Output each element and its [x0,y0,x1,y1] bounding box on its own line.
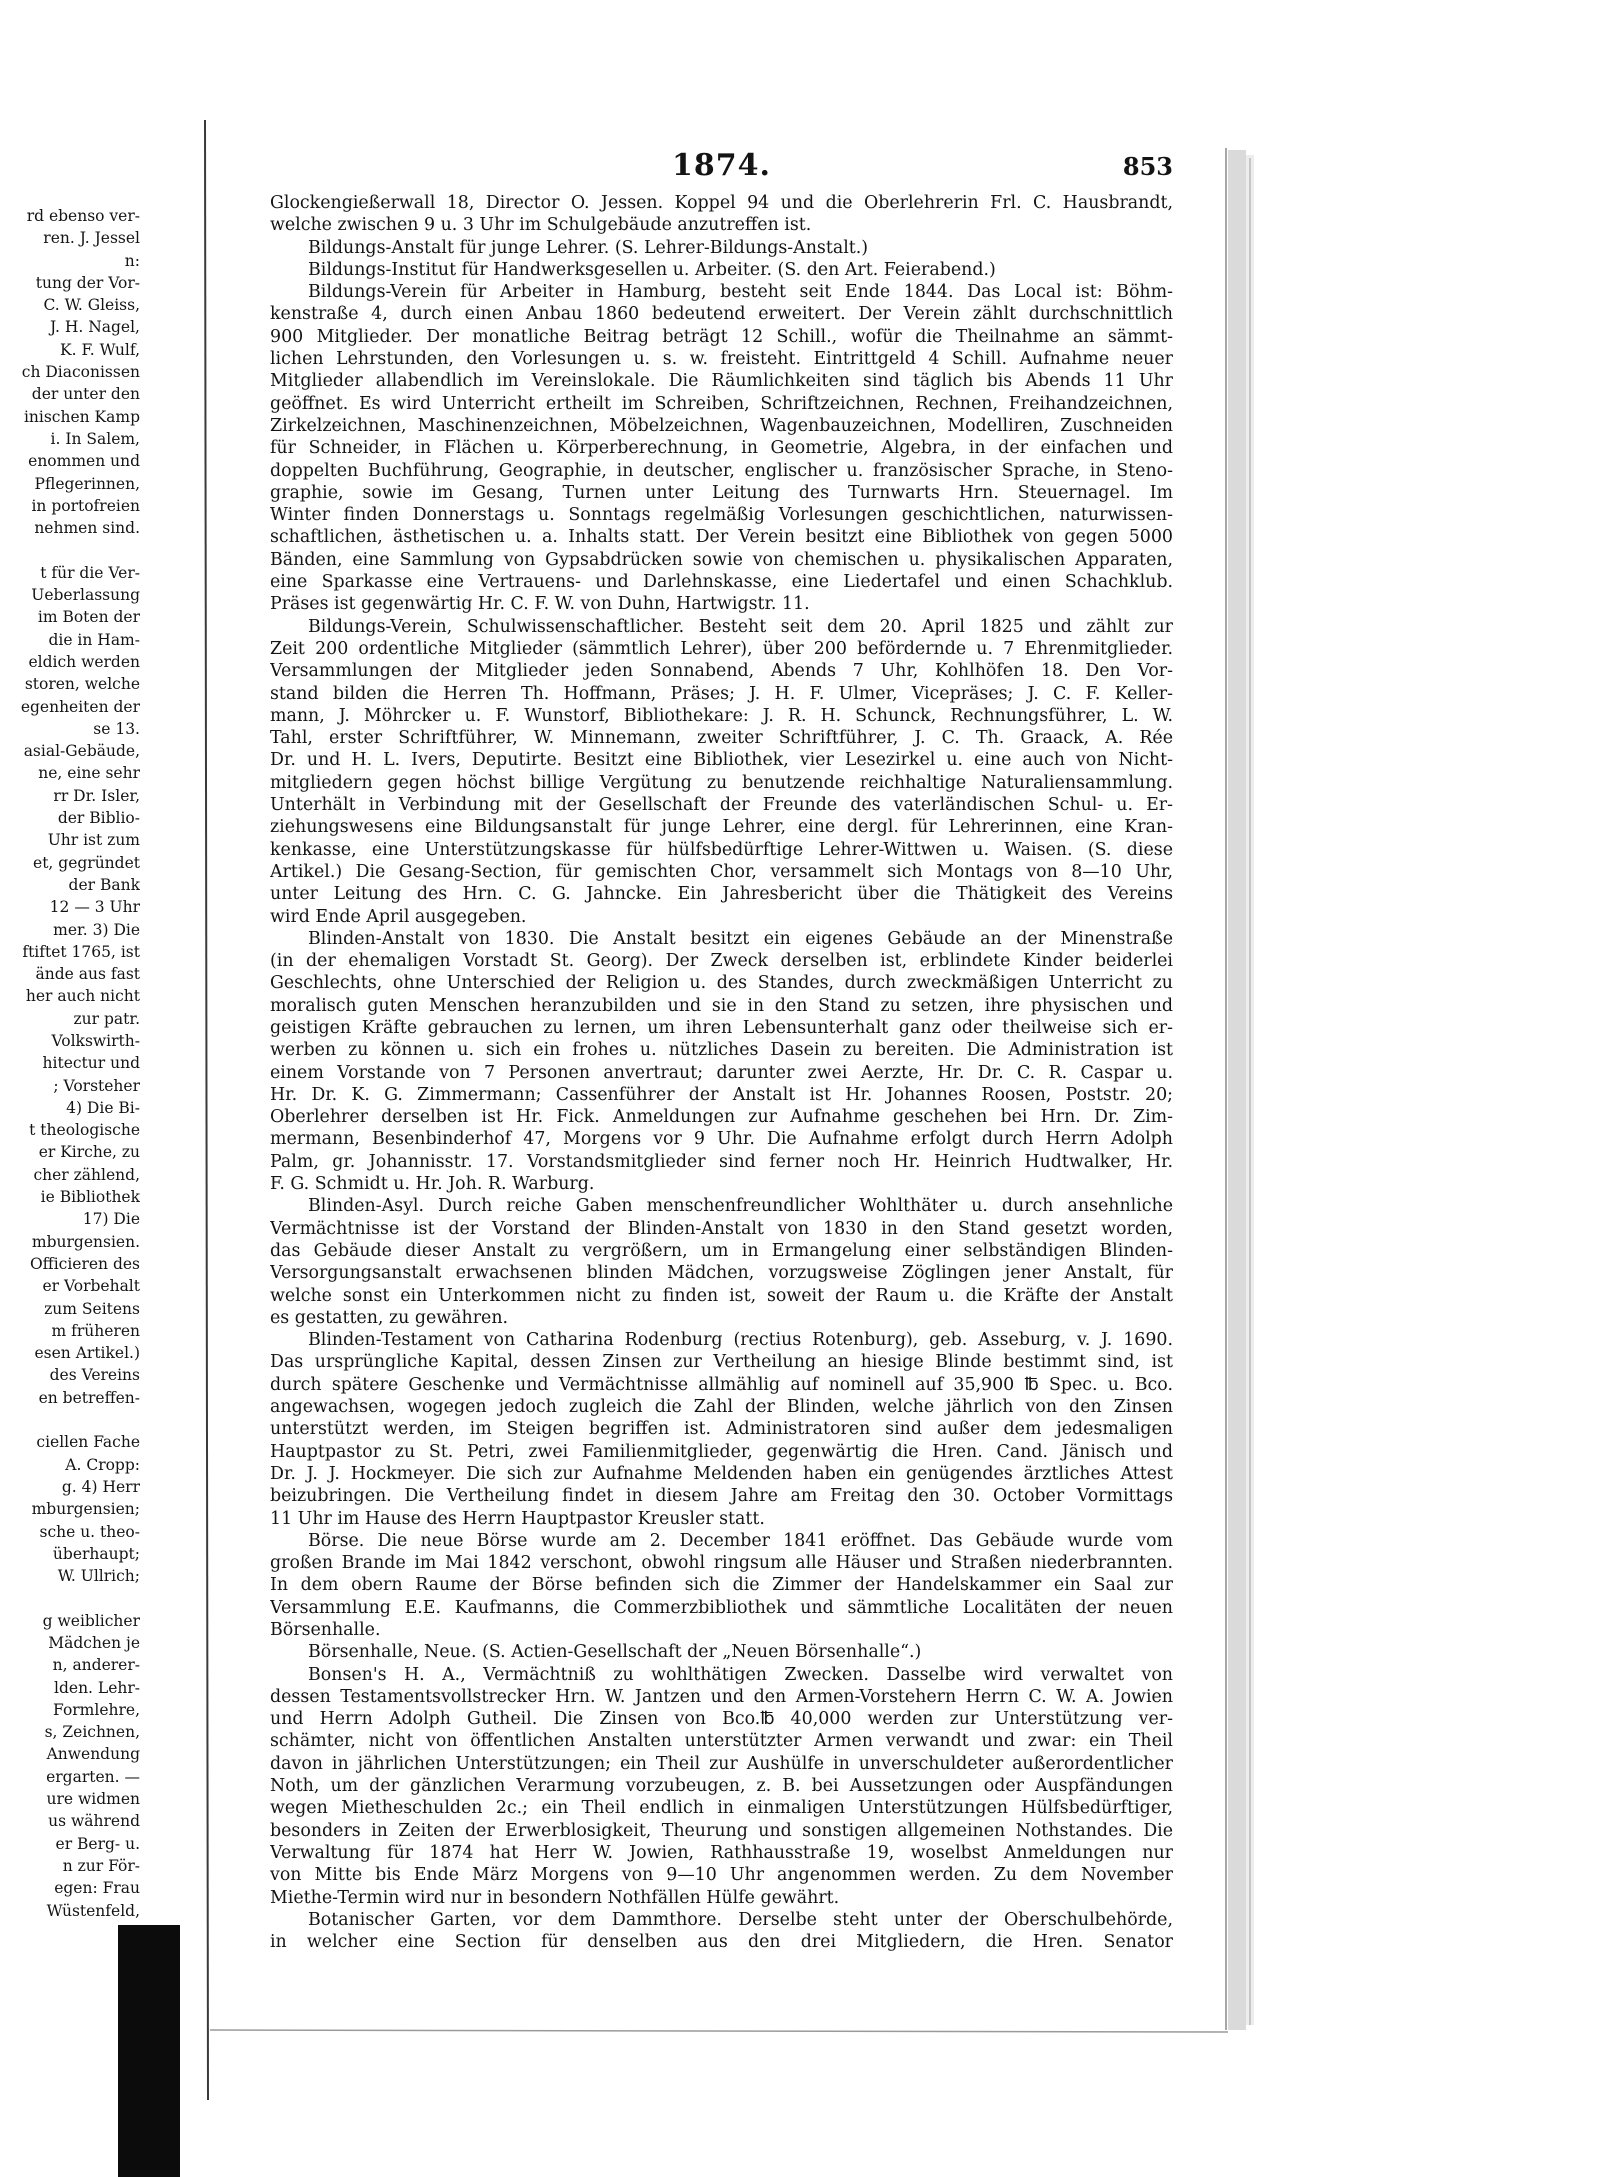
entry-line: Winter finden Donnerstags u. Sonntags regelmäßig Vorlesungen geschichtlichen, naturwissen- [270,505,1173,526]
left-fragment-line: Wüstenfeld, [46,1901,140,1920]
entry [270,1664,1173,1909]
left-fragment-line: hitectur und [42,1054,140,1073]
left-fragment-line: ure widmen [46,1790,140,1809]
left-fragment-line: esen Artikel.) [34,1344,140,1363]
entry-line: es gestatten, zu gewähren. [270,1307,509,1328]
left-fragment-line: t für die Ver- [40,563,140,582]
left-fragment-line [0,1409,140,1431]
entry-line: Zirkelzeichnen, Maschinenzeichnen, Möbelzeichnen, Wagenbauzeichnen, Modelliren, Zuschneiden [270,415,1173,436]
entry-line: beizubringen. Die Vertheilung findet in diesem Jahre am Freitag den 30. October Vormittags [270,1486,1173,1507]
page-number: 853 [1122,152,1173,181]
entry-line: In dem obern Raume der Börse befinden sich die Zimmer der Handelskammer ein Saal zur [270,1575,1173,1596]
entry-line: Vermächtnisse ist der Vorstand der Blinden-Anstalt von 1830 in den Stand gesetzt worden, [270,1218,1173,1239]
left-fragment-line: nehmen sind. [34,519,140,538]
entry [270,1329,1173,1530]
left-fragment-line: W. Ullrich; [57,1567,140,1586]
left-fragment-line: J. H. Nagel, [49,318,140,337]
left-fragment-line: n, anderer- [52,1656,140,1675]
left-fragment-line: Anwendung [46,1745,140,1764]
entry-line: Miethe-Termin wird nur in besondern Nothfällen Hülfe gewährt. [270,1887,840,1908]
entry-line: Präses ist gegenwärtig Hr. C. F. W. von Duhn, Hartwigstr. 11. [270,594,810,615]
entry-line: schaftlichen, ästhetischen u. a. Inhalts statt. Der Verein besitzt eine Bibliothek von gegen 5000 [270,527,1173,548]
entry-line: wegen Mietheschulden 2c.; ein Theil endlich in einmaligen Unterstützungen Hülfsbedürftiger, [270,1798,1173,1819]
entry-line: Versorgungsanstalt erwachsenen blinden Mädchen, vorzugsweise Zöglingen jener Anstalt, für [270,1263,1173,1284]
left-fragment-line: er Vorbehalt [42,1277,140,1296]
left-fragment-line: t theologische [29,1121,140,1140]
left-fragment-line: tung der Vor- [35,273,140,292]
left-fragment-line: ände aus fast [35,965,140,984]
left-fragment-line: überhaupt; [52,1544,140,1563]
entry-first-line: Blinden-Anstalt von 1830. Die Anstalt besitzt ein eigenes Gebäude an der Minenstraße [308,928,1173,949]
entry-line: Oberlehrer derselben ist Hr. Fick. Anmeldungen zur Aufnahme geschehen bei Hrn. Dr. Zim- [270,1107,1173,1128]
left-fragment-line: n zur För- [62,1856,140,1875]
left-fragment-line: K. F. Wulf, [60,340,140,359]
entry-first-line: Bildungs-Institut für Handwerksgesellen u. Arbeiter. (S. den Art. Feierabend.) [308,259,996,280]
entry-line: Bänden, eine Sammlung von Gypsabdrücken sowie von chemischen u. physikalischen Apparaten, [270,549,1173,570]
entry-line: Dr. J. J. Hockmeyer. Die sich zur Aufnahme Meldenden haben ein genügendes ärztliches Attest [270,1463,1173,1484]
left-fragment-line: se 13. [93,719,140,738]
entry [270,281,1173,615]
left-fragment-line: storen, welche [24,675,140,694]
entry-line: und Herrn Adolph Gutheil. Die Zinsen von Bco.℔ 40,000 werden zur Unterstützung ver- [270,1709,1173,1730]
left-fragment-line: egenheiten der [20,697,140,716]
entry-line: Artikel.) Die Gesang-Section, für gemischten Chor, versammelt sich Montags von 8—10 Uhr, [270,861,1173,882]
left-fragment-line: mer. 3) Die [53,920,140,939]
entry-line: Palm, gr. Johannisstr. 17. Vorstandsmitglieder sind ferner noch Hr. Heinrich Hudtwalker, Hr. [270,1151,1173,1172]
left-fragment-line: der Bank [68,875,140,894]
left-fragment-line: Pflegerinnen, [34,474,140,493]
left-fragment-line [0,539,140,561]
entry-line: großen Brande im Mai 1842 verschont, obwohl ringsum alle Häuser und Straßen niederbrannten. [270,1553,1173,1574]
left-fragment-line: rr Dr. Isler, [53,786,140,805]
left-fragment-line: sche u. theo- [39,1522,140,1541]
entry [270,237,1173,259]
page-edge-shadow [1228,150,1246,2030]
entry-line: Hauptpastor zu St. Petri, zwei Familienmitglieder, gegenwärtig die Hren. Cand. Jänisch und [270,1441,1173,1462]
entry-line: stand bilden die Herren Th. Hoffmann, Präses; J. H. F. Ulmer, Vicepräses; J. C. F. Keller- [270,683,1173,704]
left-fragment-line: die in Ham- [48,630,140,649]
left-fragment-line: zur patr. [73,1009,140,1028]
entry-line: moralisch guten Menschen heranzubilden und sie in den Stand zu setzen, ihre physischen und [270,995,1173,1016]
entry-first-line: Bildungs-Verein für Arbeiter in Hamburg, besteht seit Ende 1844. Das Local ist: Böhm- [308,282,1173,303]
entry-line: kenstraße 4, durch einen Anbau 1860 bedeutend erweitert. Der Verein zählt durchschnittlich [270,304,1173,325]
entry-line: Börsenhalle. [270,1620,381,1640]
left-fragment-line: Mädchen je [48,1634,140,1652]
left-fragment-line: er Berg- u. [55,1834,140,1853]
page-year: 1874. [672,148,771,183]
entry-first-line: Blinden-Testament von Catharina Rodenburg (rectius Rotenburg), geb. Asseburg, v. J. 1690. [308,1330,1173,1351]
left-fragment-line: cher zählend, [33,1165,140,1184]
left-fragment-line: ciellen Fache [36,1433,140,1452]
entry-line: geöffnet. Es wird Unterricht ertheilt im Schreiben, Schriftzeichnen, Rechnen, Freihandzeichnen, [270,393,1173,414]
left-fragment-line: der Biblio- [57,809,140,828]
left-fragment-line: des Vereins [49,1366,140,1385]
entry-line: einem Vorstande von 7 Personen anvertraut; darunter zwei Aerzte, Hr. Dr. C. R. Caspar u. [270,1062,1173,1083]
entry-line: mann, J. Möhrcker u. F. Wunstorf, Bibliothekare: J. R. H. Schunck, Rechnungsführer, L. W. [270,705,1173,726]
left-fragment-line: Uhr ist zum [47,831,140,850]
entry-line: geistigen Kräfte gebrauchen zu lernen, um ihren Lebensunterhalt ganz oder theilweise sich er- [270,1017,1173,1038]
entry-line: Glockengießerwall 18, Director O. Jessen. Koppel 94 und die Oberlehrerin Frl. C. Hausbrandt, [270,193,1173,213]
entry-line: welche sonst ein Unterkommen nicht zu finden ist, soweit der Raum u. die Kräfte der Anstalt [270,1285,1173,1306]
entry [270,1641,1173,1663]
left-fragment-line: ren. J. Jessel [43,229,140,248]
entry-line: von Mitte bis Ende März Morgens von 9—10 Uhr angenommen werden. Zu dem November [270,1865,1173,1886]
entry-line: in welcher eine Section für denselben aus den drei Mitgliedern, die Hren. Senator [270,1932,1173,1953]
left-fragment-line: lden. Lehr- [54,1678,140,1697]
entry [270,1909,1173,1954]
entry-first-line: Bonsen's H. A., Vermächtniß zu wohlthätigen Zwecken. Dasselbe wird verwaltet von [308,1664,1173,1685]
entry-first-line: Bildungs-Anstalt für junge Lehrer. (S. Lehrer-Bildungs-Anstalt.) [308,237,869,258]
left-fragment-line: her auch nicht [25,987,140,1006]
entry-line: schämter, nicht von öffentlichen Anstalten unterstützter Armen verwandt und zwar: ein Theil [270,1731,1173,1752]
entry-line: (in der ehemaligen Vorstadt St. Georg). Der Zweck derselben ist, erblindete Kinder beiderlei [270,951,1173,972]
left-fragment-line: inischen Kamp [23,407,140,426]
entry-line: lichen Lehrstunden, den Vorlesungen u. s. w. freisteht. Eintrittgeld 4 Schill. Aufnahme neuer [270,349,1173,370]
left-fragment-line: ne, eine sehr [38,764,140,783]
entry-line: 11 Uhr im Hause des Herrn Hauptpastor Kreusler statt. [270,1508,765,1529]
entry-first-line: Blinden-Asyl. Durch reiche Gaben menschenfreundlicher Wohlthäter u. durch ansehnliche [308,1196,1173,1217]
entry-line: Geschlechts, ohne Unterschied der Religion u. des Standes, durch zweckmäßigen Unterricht zu [270,973,1173,994]
left-fragment-line: et, gegründet [33,853,140,872]
left-fragment-line: mburgensien; [31,1500,140,1519]
entry-line: wird Ende April ausgegeben. [270,906,527,927]
entry-line: dessen Testamentsvollstrecker Hrn. W. Jantzen und den Armen-Vorstehern Herrn C. W. A. Jowien [270,1686,1173,1707]
left-fragment-line: eldich werden [28,652,140,671]
left-fragment-line: 4) Die Bi- [66,1098,140,1117]
left-fragment-line: enommen und [28,452,140,471]
entry-line: mermann, Besenbinderhof 47, Morgens vor 9 Uhr. Die Aufnahme erfolgt durch Herrn Adolph [270,1129,1173,1150]
entry-line: das Gebäude dieser Anstalt zu vergrößern, um in Ermangelung einer selbständigen Blinden- [270,1240,1173,1261]
entry-line: F. G. Schmidt u. Hr. Joh. R. Warburg. [270,1174,595,1195]
left-fragment-line: in portofreien [31,496,140,515]
entry-line: Noth, um der gänzlichen Verarmung vorzubeugen, z. B. bei Aussetzungen oder Auspfändungen [270,1776,1173,1797]
left-fragment-line: en betreffen- [38,1388,140,1407]
left-fragment-line: g weiblicher [42,1611,140,1630]
left-page-fragment [0,205,140,1922]
entry-line: ziehungswesens eine Bildungsanstalt für junge Lehrer, eine dergl. für Lehrerinnen, eine Kran- [270,817,1173,838]
left-fragment-line: im Boten der [37,608,140,627]
main-column [270,192,1173,1953]
entry [270,259,1173,281]
left-fragment-line: 12 — 3 Uhr [49,898,140,917]
left-fragment-line: Officieren des [29,1254,140,1273]
entry-line: Unterhält in Verbindung mit der Gesellschaft der Freunde des vaterländischen Schul- u. Er- [270,795,1173,816]
entry-line: besonders in Zeiten der Erwerblosigkeit, Theurung und sonstigen allgemeinen Nothstandes. Die [270,1820,1173,1841]
entry-line: graphie, sowie im Gesang, Turnen unter Leitung des Turnwarts Hrn. Steuernagel. Im [270,482,1173,503]
entry-line: werben zu können u. sich ein frohes u. nützliches Dasein zu bereiten. Die Administration ist [270,1040,1173,1061]
entry-line: kenkasse, eine Unterstützungskasse für hülfsbedürftige Lehrer-Wittwen u. Waisen. (S. diese [270,839,1173,860]
entry-line: davon in jährlichen Unterstützungen; ein Theil zur Aushülfe in unverschuldeter außerordentlicher [270,1753,1173,1774]
left-fragment-line: 17) Die [82,1210,140,1229]
entry-line: Mitglieder allabendlich im Vereinslokale. Die Räumlichkeiten sind täglich bis Abends 11 Uhr [270,371,1173,392]
left-fragment-line: asial-Gebäude, [23,742,140,761]
entry-first-line: Börse. Die neue Börse wurde am 2. December 1841 eröffnet. Das Gebäude wurde vom [308,1530,1173,1551]
entry-line: Tahl, erster Schriftführer, W. Minnemann, zweiter Schriftführer, J. C. Th. Graack, A. Rée [270,728,1173,749]
left-fragment-line: ; Vorsteher [53,1076,140,1095]
entry-line: Zeit 200 ordentliche Mitglieder (sämmtlich Lehrer), über 200 befördernde u. 7 Ehrenmitglieder. [270,638,1173,659]
entry-first-line: Botanischer Garten, vor dem Dammthore. Derselbe steht unter der Oberschulbehörde, [308,1909,1173,1930]
entry-line: angewachsen, wogegen jedoch zugleich die Zahl der Blinden, welche jährlich von den Zinsen [270,1397,1173,1418]
entry [270,616,1173,928]
entry-line: Das ursprüngliche Kapital, dessen Zinsen zur Vertheilung an hiesige Blinde bestimmt sind, ist [270,1352,1173,1373]
entry-line: eine Sparkasse eine Vertrauens- und Darlehnskasse, eine Liedertafel und einen Schachklub. [270,572,1173,593]
entry [270,928,1173,1196]
entry [270,192,1173,237]
left-fragment-line: mburgensien. [31,1232,140,1251]
left-fragment-line: us während [48,1812,140,1831]
left-fragment-line: i. In Salem, [50,429,140,448]
entry-line: Hr. Dr. K. G. Zimmermann; Cassenführer der Anstalt ist Hr. Johannes Roosen, Poststr. 20; [270,1084,1173,1105]
left-fragment-line: der unter den [31,385,140,404]
entry-line: Versammlung E.E. Kaufmanns, die Commerzbibliothek und sämmtliche Localitäten der neuen [270,1597,1173,1618]
entry-line: für Schneider, in Flächen u. Körperberechnung, in Geometrie, Algebra, in der einfachen und [270,438,1173,459]
entry-line: unter Leitung des Hrn. C. G. Jahncke. Ein Jahresbericht über die Thätigkeit des Vereins [270,884,1173,905]
page-header [270,148,1173,192]
left-fragment-line: er Kirche, zu [38,1143,140,1162]
entry-line: Versammlungen der Mitglieder jeden Sonnabend, Abends 7 Uhr, Kohlhöfen 18. Den Vor- [270,661,1173,682]
left-fragment-line: ergarten. — [46,1767,140,1786]
entry-line: mitgliedern gegen höchst billige Vergütung zu benutzende reichhaltige Naturaliensammlung. [270,772,1173,793]
left-fragment-line: C. W. Gleiss, [43,296,140,315]
entry-first-line: Bildungs-Verein, Schulwissenschaftlicher. Besteht seit dem 20. April 1825 und zählt zur [308,616,1173,637]
entry-line: unterstützt werden, im Steigen begriffen ist. Administratoren sind außer dem jedesmaligen [270,1419,1173,1440]
entry-line: Verwaltung für 1874 hat Herr W. Jowien, Rathhausstraße 19, woselbst Anmeldungen nur [270,1842,1173,1863]
left-fragment-line: zum Seitens [44,1299,140,1318]
entry-line: durch spätere Geschenke und Vermächtnisse allmählig auf nominell auf 35,900 ℔ Spec. u. Bco. [270,1374,1173,1395]
left-fragment-line: ftiftet 1765, ist [22,942,140,961]
book-spine-strip [118,1925,180,2177]
left-fragment-line: g. 4) Herr [61,1477,140,1496]
left-fragment-line: s, Zeichnen, [44,1723,140,1742]
left-fragment-line: Ueberlassung [31,586,140,605]
entry-line: 900 Mitglieder. Der monatliche Beitrag beträgt 12 Schill., wofür die Theilnahme an sämmt- [270,326,1173,347]
entry-line: Dr. und H. L. Ivers, Deputirte. Besitzt eine Bibliothek, vier Lesezirkel u. eine auch von Nicht- [270,750,1173,771]
left-fragment-line: rd ebenso ver- [26,207,140,225]
left-fragment-line: m früheren [51,1321,140,1340]
entry-line: welche zwischen 9 u. 3 Uhr im Schulgebäude anzutreffen ist. [270,215,812,236]
entry-line: doppelten Buchführung, Geographie, in deutscher, englischer u. französischer Sprache, in Steno- [270,460,1173,481]
left-fragment-line [0,1587,140,1609]
left-fragment-line: ch Diaconissen [21,363,140,382]
entry-first-line: Börsenhalle, Neue. (S. Actien-Gesellschaft der „Neuen Börsenhalle“.) [308,1642,922,1663]
entry [270,1530,1173,1641]
entry [270,1195,1173,1329]
left-fragment-line: Volkswirth- [51,1031,140,1050]
left-fragment-line: egen: Frau [54,1879,140,1898]
left-fragment-line: Formlehre, [53,1700,140,1719]
left-fragment-line: n: [124,251,140,270]
left-fragment-line: ie Bibliothek [40,1188,140,1207]
left-fragment-line: A. Cropp: [65,1455,140,1474]
